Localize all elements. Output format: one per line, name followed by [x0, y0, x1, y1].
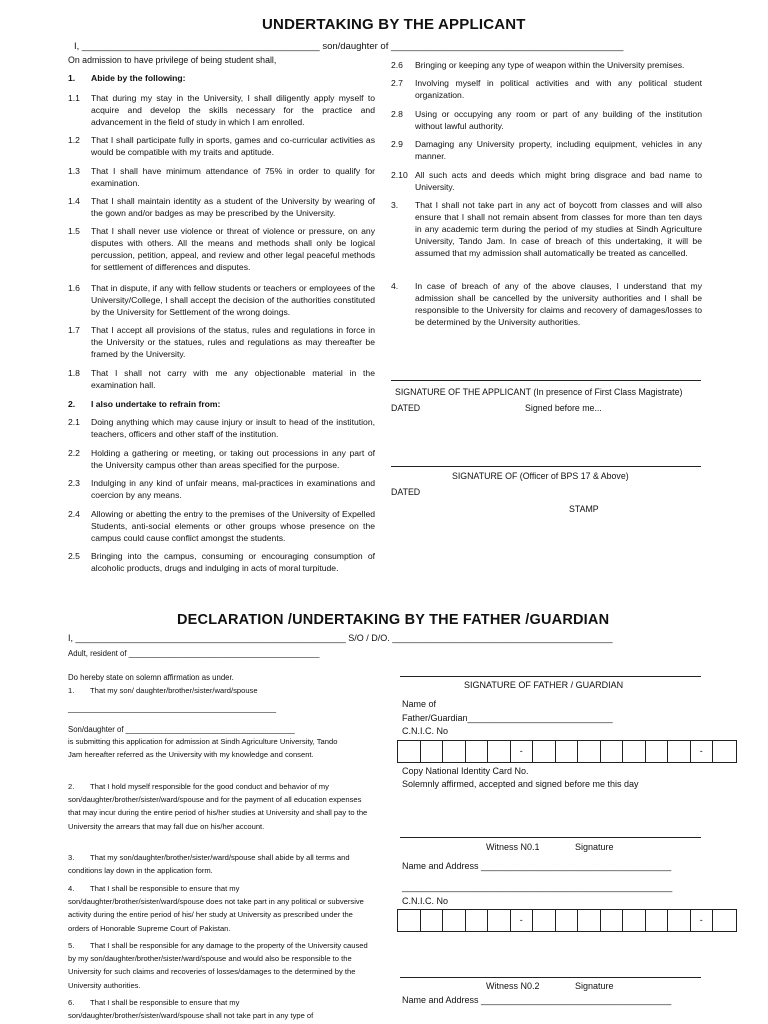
witness-1-signature-label: Signature: [575, 842, 614, 852]
clause-text: In case of breach of any of the above clauses, I understand that my admission shall be cancelled by the university authorities and I shall be responsible to the University for claims and recovery of damages/losses to be determined by the University authorities.: [415, 281, 702, 328]
undertaking-title: UNDERTAKING BY THE APPLICANT: [262, 16, 526, 33]
clause-2-1: [68, 416, 375, 440]
witness-1-cnic-label: C.N.I.C. No: [402, 896, 449, 906]
clause-1-8: [68, 367, 375, 391]
witness-1-address-line[interactable]: ______________________________________________________: [402, 882, 673, 892]
declaration-item-1: [68, 684, 368, 697]
item-text: That I shall be responsible to ensure that my son/daughter/brother/sister/ward/spouse shall not take part in any type of: [68, 998, 314, 1021]
clause-1-6: [68, 282, 375, 318]
son-daughter-of-line[interactable]: Son/daughter of _______________________________________: [68, 725, 295, 734]
clause-text: That I shall not take part in any act of boycott from classes and will also ensure that I shall not remain absent from classes for more than ten days in any academic term during the period of my studies at Sindh Agriculture University, Tando Jam. In case of breach of this undertaking, it will be assumed that my admission shall automatically be treated as cancelled.: [415, 200, 702, 259]
clause-text: Bringing or keeping any type of weapon within the University premises.: [415, 60, 685, 70]
submitting-statement: [68, 735, 350, 761]
clause-1-3: [68, 165, 375, 189]
clause-number: 3.: [391, 200, 399, 210]
clause-2-5: [68, 550, 375, 574]
witness-1-signature-line[interactable]: [400, 837, 701, 838]
clause-number: 4.: [391, 281, 399, 291]
item-number: 4.: [68, 884, 75, 893]
item-text: That my son/daughter/brother/sister/ward/spouse shall abide by all terms and conditions lay down in the application form.: [68, 853, 350, 876]
clause-2-4: [68, 508, 375, 544]
clause-2-6: [391, 59, 702, 71]
cnic-label: C.N.I.C. No: [402, 726, 449, 736]
clause-number: 2.9: [391, 139, 403, 149]
clause-1-1: [68, 92, 375, 128]
item-text: That I shall be responsible for any damage to the property of the University caused by my son/daughter/brother/sister/ward/spouse and would also be responsible to the University for such claims and recoveries of losses/damages to the determined by the University authorities.: [68, 941, 368, 990]
cnic-digit[interactable]: [443, 741, 466, 762]
witness-2-name-address-field[interactable]: Name and Address ______________________________________: [402, 995, 672, 1005]
clause-number: 1.3: [68, 166, 80, 176]
cnic-separator: -: [511, 910, 534, 931]
declaration-title: DECLARATION /UNDERTAKING BY THE FATHER /GUARDIAN: [177, 612, 610, 628]
clause-number: 2.7: [391, 78, 403, 88]
witness-1-name-address-field[interactable]: Name and Address ______________________________________: [402, 861, 672, 871]
cnic-digit[interactable]: [623, 910, 646, 931]
father-guardian-name-field[interactable]: Father/Guardian_____________________________: [402, 713, 613, 723]
declaration-item-3: [68, 851, 368, 877]
cnic-digit[interactable]: [488, 910, 511, 931]
cnic-digit[interactable]: [578, 741, 601, 762]
officer-signature-label: SIGNATURE OF (Officer of BPS 17 & Above): [452, 471, 629, 481]
clause-2-2: [68, 447, 375, 471]
item-text: That my son/ daughter/brother/sister/ward/spouse: [90, 686, 258, 695]
item-text: That I hold myself responsible for the good conduct and behavior of my son/daughter/brother/sister/ward/spouse and for the payment of all education expenses that may incur during the entire period of his/her studies at University and shall pay to the University the arrears that may fall due on his/her account.: [68, 782, 368, 831]
clause-4: [391, 280, 702, 328]
section-2-heading: I also undertake to refrain from:: [91, 399, 221, 409]
cnic-digit[interactable]: [421, 741, 444, 762]
cnic-digit[interactable]: [443, 910, 466, 931]
relation-name-line[interactable]: ________________________________________________: [68, 704, 277, 713]
cnic-digit[interactable]: [466, 741, 489, 762]
clause-number: 1.5: [68, 226, 80, 236]
item-number: 3.: [68, 853, 75, 862]
clause-text: Using or occupying any room or part of any building of the institution without lawful authority.: [415, 109, 702, 132]
clause-text: That I shall never use violence or threat of violence or pressure, on any disputes with others. All the means and methods shall only be logical percussion, petition, appeal, and review and other legal peaceful methods for settlement of differences and disputes.: [91, 226, 375, 273]
clause-text: Doing anything which may cause injury or insult to head of the institution, teachers, officers and other staff of the institution.: [91, 417, 375, 440]
declaration-item-5: [68, 939, 368, 992]
item-number: 1.: [68, 686, 75, 695]
witness-1-label: Witness N0.1: [486, 842, 540, 852]
clause-text: That in dispute, if any with fellow students or teachers or employees of the University/College, I shall accept the decision of the authorities constituted by the University for Settlement of the wrong doings.: [91, 283, 375, 318]
clause-1-5: [68, 225, 375, 273]
cnic-digit[interactable]: [533, 741, 556, 762]
clause-text: Bringing into the campus, consuming or encouraging consumption of alcoholic products, drugs and indulging in acts of moral turpitude.: [91, 551, 375, 574]
clause-text: Allowing or abetting the entry to the premises of the University of Expelled Students, anti-social elements or other groups whose presence on the campus could cause conflict amongst the students.: [91, 509, 375, 544]
cnic-digit[interactable]: [623, 741, 646, 762]
guardian-cnic-boxes[interactable]: [397, 740, 737, 763]
clause-2-9: [391, 138, 702, 162]
cnic-digit[interactable]: [713, 741, 736, 762]
clause-number: 2.4: [68, 509, 80, 519]
cnic-digit[interactable]: [646, 741, 669, 762]
witness-2-signature-label: Signature: [575, 981, 614, 991]
declaration-item-6: [68, 996, 368, 1022]
clause-text: Damaging any University property, including equipment, vehicles in any manner.: [415, 139, 702, 162]
clause-text: Holding a gathering or meeting, or taking out processions in any part of the University campus other than areas specified for the purpose.: [91, 448, 375, 471]
clause-text: That I shall have minimum attendance of 75% in order to qualify for examination.: [91, 166, 375, 189]
item-text: is submitting this application for admission at Sindh Agriculture University, Tando Jam hereafter referred as the University with my knowledge and consent.: [68, 737, 338, 760]
cnic-digit[interactable]: [713, 910, 736, 931]
clause-number: 1.7: [68, 325, 80, 335]
stamp-label: STAMP: [569, 504, 599, 514]
cnic-digit[interactable]: [556, 910, 579, 931]
name-of-label: Name of: [402, 699, 437, 709]
clause-number: 2.5: [68, 551, 80, 561]
clause-2-10: [391, 169, 702, 193]
cnic-digit[interactable]: [601, 741, 624, 762]
section-1-heading: Abide by the following:: [91, 73, 186, 83]
declaration-item-2: [68, 780, 368, 833]
cnic-digit[interactable]: [421, 910, 444, 931]
cnic-separator: -: [511, 741, 534, 762]
clause-text: All such acts and deeds which might bring disgrace and bad name to University.: [415, 170, 702, 193]
cnic-digit[interactable]: [488, 741, 511, 762]
cnic-separator: -: [691, 741, 714, 762]
item-number: 5.: [68, 941, 75, 950]
clause-number: 1.8: [68, 368, 80, 378]
officer-signature-line[interactable]: [391, 466, 701, 467]
clause-number: 1.4: [68, 196, 80, 206]
clause-number: 2.8: [391, 109, 403, 119]
guardian-name-line[interactable]: I, ______________________________________________________ S/O / D/O. ____________________________________________: [68, 633, 613, 643]
witness-1-cnic-boxes[interactable]: [397, 909, 737, 932]
clause-number: 1.6: [68, 283, 80, 293]
cnic-digit[interactable]: [466, 910, 489, 931]
clause-number: 1.1: [68, 93, 80, 103]
clause-text: That I shall maintain identity as a student of the University by wearing of the gown and/or badges as may be prescribed by the University.: [91, 196, 375, 219]
declaration-item-4: [68, 882, 368, 935]
clause-1-7: [68, 324, 375, 360]
clause-number: 2.6: [391, 60, 403, 70]
clause-number: 2.1: [68, 417, 80, 427]
undertaking-intro: On admission to have privilege of being student shall,: [68, 55, 277, 65]
item-text: That I shall be responsible to ensure that my son/daughter/brother/sister/ward/spouse does not take part in any political or subversive activity during the entire period of his/ her study at University as prescribed under the orders of Honorable Supreme Court of Pakistan.: [68, 884, 364, 933]
clause-number: 2.3: [68, 478, 80, 488]
witness-2-signature-line[interactable]: [400, 977, 701, 978]
father-signature-label: SIGNATURE OF FATHER / GUARDIAN: [464, 680, 624, 690]
clause-text: That I shall participate fully in sports, games and co-curricular activities as would be compatible with my traits and aptitude.: [91, 135, 375, 158]
clause-text: That I accept all provisions of the status, rules and regulations in force in the University or the statues, rules and regulations as may thereafter be framed by the University.: [91, 325, 375, 360]
signed-before-label: Signed before me...: [525, 403, 602, 413]
cnic-digit[interactable]: [533, 910, 556, 931]
applicant-signature-label: SIGNATURE OF THE APPLICANT (In presence of First Class Magistrate): [395, 387, 683, 397]
solemn-affirmation: Do hereby state on solemn affirmation as under.: [68, 673, 234, 682]
cnic-digit[interactable]: [578, 910, 601, 931]
cnic-digit[interactable]: [668, 910, 691, 931]
clause-2-3: [68, 477, 375, 501]
cnic-digit[interactable]: [668, 741, 691, 762]
adult-resident-line[interactable]: Adult, resident of ____________________________________________: [68, 649, 320, 658]
item-number: 6.: [68, 998, 75, 1007]
clause-text: Involving myself in political activities and with any political student organization.: [415, 78, 702, 101]
clause-2-7: [391, 77, 702, 101]
clause-number: 2.10: [391, 170, 408, 180]
father-signature-line[interactable]: [400, 676, 701, 677]
applicant-name-line[interactable]: I, _____________________________________________ son/daughter of ____________________________________________: [74, 41, 624, 52]
clause-text: That during my stay in the University, I shall diligently apply myself to acquire and develop the skills necessary for the practice and advancement in the field of study in which I am enrolled.: [91, 93, 375, 128]
dated-label-1: DATED: [391, 403, 421, 413]
cnic-digit[interactable]: [398, 741, 421, 762]
item-number: 2.: [68, 782, 75, 791]
clause-number: 1.2: [68, 135, 80, 145]
clause-text: That I shall not carry with me any objectionable material in the examination hall.: [91, 368, 375, 391]
cnic-digit[interactable]: [646, 910, 669, 931]
section-2-number: 2.: [68, 399, 76, 409]
cnic-digit[interactable]: [601, 910, 624, 931]
dated-label-2: DATED: [391, 487, 421, 497]
cnic-digit[interactable]: [556, 741, 579, 762]
clause-3: [391, 199, 702, 259]
solemnly-affirmed-text: Solemnly affirmed, accepted and signed before me this day: [402, 779, 639, 789]
cnic-separator: -: [691, 910, 714, 931]
clause-text: Indulging in any kind of unfair means, mal-practices in examinations and coercion by any means.: [91, 478, 375, 501]
clause-1-2: [68, 134, 375, 158]
clause-1-4: [68, 195, 375, 219]
applicant-signature-line[interactable]: [391, 380, 701, 381]
clause-2-8: [391, 108, 702, 132]
section-1-number: 1.: [68, 73, 76, 83]
cnic-digit[interactable]: [398, 910, 421, 931]
copy-nic-label: Copy National Identity Card No.: [402, 766, 529, 776]
clause-number: 2.2: [68, 448, 80, 458]
witness-2-label: Witness N0.2: [486, 981, 540, 991]
